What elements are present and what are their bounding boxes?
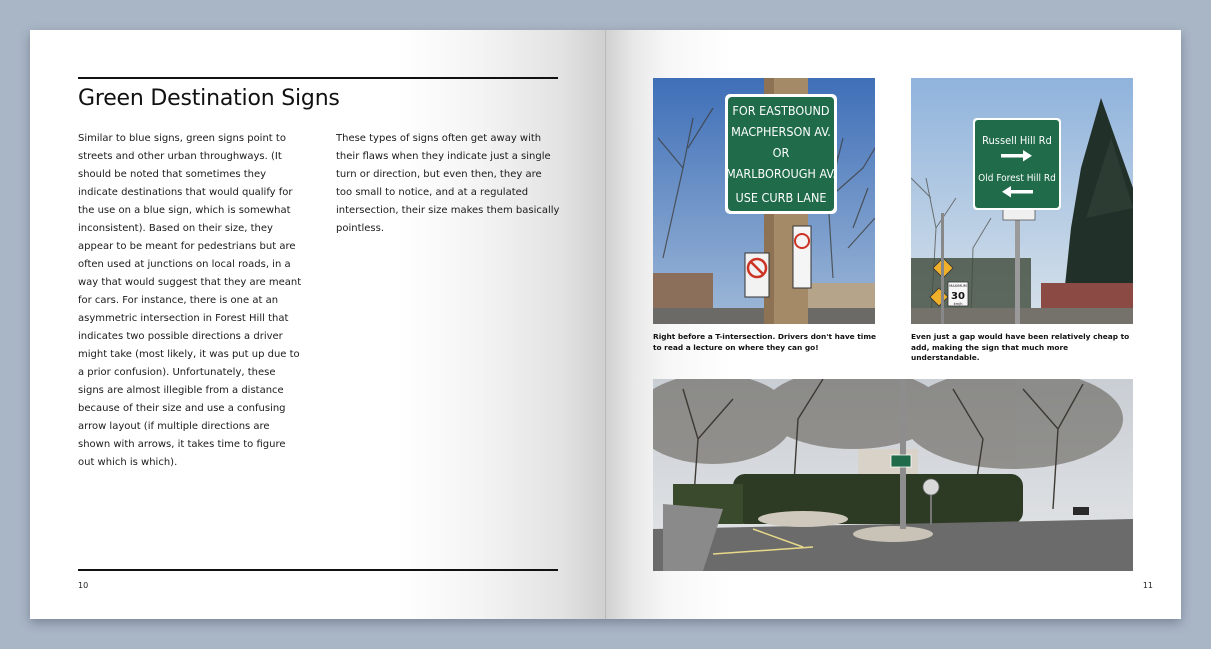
- right-page: [606, 30, 1181, 619]
- speed-sign-top: MAXIMUM: [949, 284, 967, 288]
- photo-intersection: [653, 379, 1133, 571]
- photo-russell-hill-sign: [911, 78, 1133, 324]
- book-spread: [30, 30, 1181, 619]
- left-page: [30, 30, 606, 619]
- body-column-2: These types of signs often get away with their flaws when they indicate just a single turn or direction, but even then, they are too small to notice, and at a regulated intersection, their size makes them basically pointless.: [336, 133, 560, 234]
- sign-line-5: USE CURB LANE: [735, 190, 827, 205]
- photo-2-caption: Even just a gap would have been relatively cheap to add, making the sign that much more understandable.: [911, 332, 1130, 362]
- sign-line-4: MARLBOROUGH AV.: [726, 166, 836, 181]
- photo-1-caption: Right before a T-intersection. Drivers don't have time to read a lecture on where they can go!: [653, 332, 877, 352]
- photo-eastbound-sign: [653, 78, 875, 324]
- sign-russell-hill: Russell Hill Rd: [982, 134, 1052, 147]
- sign-line-3: OR: [772, 145, 790, 160]
- bottom-rule: [78, 569, 558, 571]
- page-number-left: 10: [78, 581, 89, 590]
- sign-line-2: MACPHERSON AV.: [731, 124, 831, 139]
- page-number-right: 11: [1142, 581, 1153, 590]
- speed-sign-value: 30: [951, 291, 965, 302]
- page-title: Green Destination Signs: [78, 86, 340, 111]
- top-rule: [78, 77, 558, 79]
- body-column-1: Similar to blue signs, green signs point to streets and other urban throughways. (It should be noted that sometimes they indicate destinations that would qualify for the use on a blue sign, which is somewhat inconsistent). Based on their size, they appear to be meant for pedestrians but are often used at junctions on local roads, in a way that would suggest that they are meant for cars. For instance, there is one at an asymmetric intersection in Forest Hill that indicates two possible directions a driver might take (most likely, it was put up due to a prior confusion). Unfortunately, these signs are almost illegible from a distance because of their size and use a confusing arrow layout (if multiple directions are shown with arrows, it takes time to figure out which is which).: [78, 133, 302, 468]
- sign-old-forest-hill: Old Forest Hill Rd: [978, 173, 1056, 184]
- sign-line-1: FOR EASTBOUND: [732, 103, 830, 118]
- speed-sign-unit: km/h: [953, 302, 963, 306]
